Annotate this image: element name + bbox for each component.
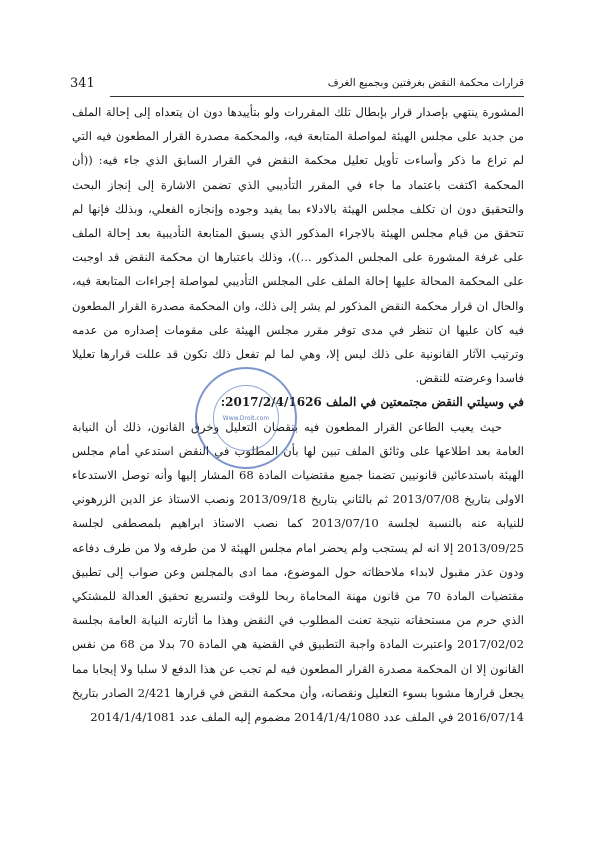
stamp-text: Www.Droit.com [222,414,270,422]
section-heading: في وسيلتي النقض مجتمعتين في الملف 2017/2/4/1626: [220,395,524,410]
running-title: قرارات محكمة النقض بغرفتين وبجميع الغرف [327,77,524,89]
page-number: 341 [70,75,95,91]
paragraph-1: المشورة ينتهي بإصدار قرار بإبطال تلك المقررات ولو بتأييدها دون ان يتعداه إلى إحالة الملف من جديد على مجلس الهيئة لمواصلة المتابعة فيه، والمحكمة مصدرة القرار المطعون فيه التي لم تراع ما ذكر وأساءت تأويل تعليل محكمة النقض في القرار السابق الذي جاء فيه: ((أن المحكمة اكتفت باعتماد ما جاء في المقرر التأديبي الذي تضمن الاشارة إلى إنجاز البحث والتحقيق دون ان تكلف مجلس الهيئة بالادلاء بما يفيد وجوده وإنجازه الفعلي، وبذلك فإنها لم تتحقق من قيام مجلس الهيئة بالاجراء المذكور الذي يسبق المتابعة التأديبية بعد إحالة الملف على غرفة المشورة على المجلس المذكور ...))، وذلك باعتبارها ان محكمة النقض قد اوجبت على المحكمة المحالة عليها إحالة الملف على المجلس التأديبي لمواصلة إجراءات المتابعة فيه، والحال ان قرار محكمة النقض المذكور لم يشر إلى ذلك، وان المحكمة مصدرة القرار المطعون فيه كان عليها ان تنظر في مدى توفر مقرر مجلس الهيئة على مقومات إصداره من عدمه وترتيب الآثار القانونية على ذلك ليس إلا، وهي لما لم تفعل ذلك تكون قد عللت قرارها تعليلا فاسدا وعرضته للنقض. [72,105,524,386]
page-header [70,72,524,94]
document-body [72,100,524,729]
paragraph-2: حيث يعيب الطاعن القرار المطعون فيه بنقصان التعليل وخرق القانون، ذلك أن النيابة العامة بعد اطلاعها على وثائق الملف تبين لها بأن المطلوب في النقض استدعي أمام مجلس الهيئة باستدعائين قانونيين تضمنا جميع مقتضيات المادة 68 المشار إليها وأنه توصل الاستدعاء الاولى بتاريخ 2013/07/08 ثم بالثاني بتاريخ 2013/09/18 ونصب الاستاذ عز الدين الزرهوني للنيابة عنه بالنسبة لجلسة 2013/07/10 كما نصب الاستاذ ابراهيم بلمصطفى لجلسة 2013/09/25 إلا انه لم يستجب ولم يحضر امام مجلس الهيئة لا من طرفه ولا من طرف دفاعه ودون عذر مقبول لابداء ملاحظاته حول الموضوع، مما ادى بالمجلس وعن صواب إلى تطبيق مقتضيات المادة 70 من قانون مهنة المحاماة ربحا للوقت ولتسريع تحقيق العدالة للمشتكي الذي حرم من مستحقاته نتيجة تعنت المطلوب في النقض وهذا ما أثارته النيابة العامة بجلسة 2017/02/02 واعتبرت المادة واجبة التطبيق في القضية هي المادة 70 بدلا من 68 من نفس القانون إلا ان المحكمة مصدرة القرار المطعون فيه لم تجب عن هذا الدفع لا سلبا ولا إيجابا مما يجعل قرارها مشوبا بسوء التعليل ونقصانه، وأن محكمة النقض في قرارها 2/421 الصادر بتاريخ 2016/07/14 في الملف عدد 2014/1/4/1080 مضموم إليه الملف عدد 2014/1/4/1081 [72,419,524,725]
header-rule [110,96,524,97]
